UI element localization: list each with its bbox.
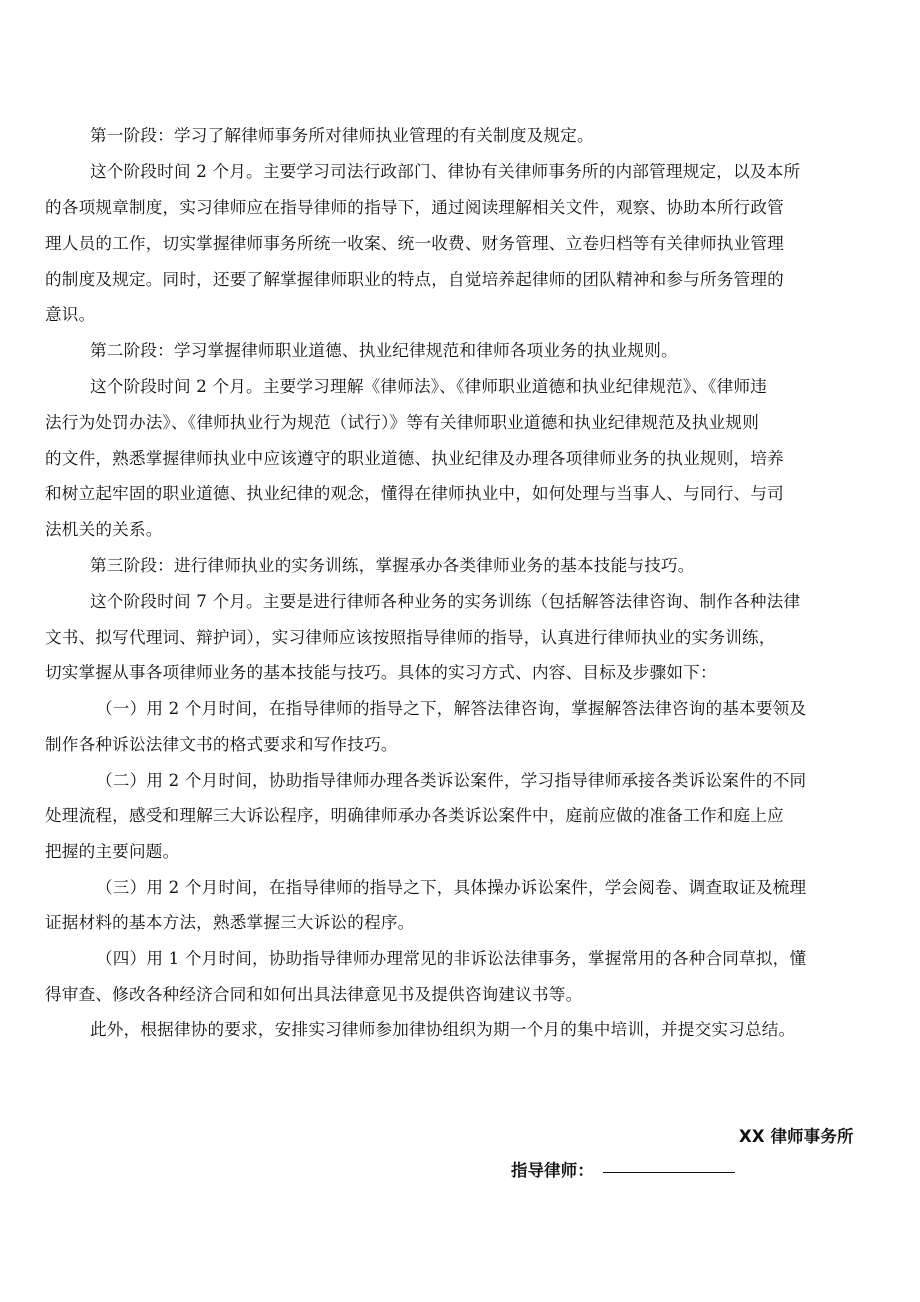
firm-name: XX 律师事务所 [739,1127,854,1146]
paragraph-line: 文书、拟写代理词、辩护词），实习律师应该按照指导律师的指导，认真进行律师执业的实务训练， [45,628,776,647]
paragraph-line: 证据材料的基本方法，熟悉掌握三大诉讼的程序。 [45,913,415,932]
paragraph-line: 得审查、修改各种经济合同和如何出具法律意见书及提供咨询建议书等。 [45,985,583,1004]
paragraph-line: 法行为处罚办法》、《律师执业行为规范（试行）》等有关律师职业道德和执业纪律规范及执业规则 [45,413,760,432]
paragraph-line: 的制度及规定。同时，还要了解掌握律师职业的特点，自觉培养起律师的团队精神和参与所务管理的 [45,270,784,289]
paragraph-line: 制作各种诉讼法律文书的格式要求和写作技巧。 [45,735,398,754]
paragraph-line: 切实掌握从事各项律师业务的基本技能与技巧。具体的实习方式、内容、目标及步骤如下： [45,663,717,682]
paragraph-line: （三）用 2 个月时间，在指导律师的指导之下，具体操办诉讼案件，学会阅卷、调查取证及梳理 [96,878,807,897]
paragraph-line: 的文件，熟悉掌握律师执业中应该遵守的职业道德、执业纪律及办理各项律师业务的执业规则，培养 [45,449,784,468]
paragraph-line: 此外，根据律协的要求，安排实习律师参加律协组织为期一个月的集中培训，并提交实习总结。 [90,1020,796,1039]
paragraph-line: 和树立起牢固的职业道德、执业纪律的观念，懂得在律师执业中，如何处理与当事人、与同行、与司 [45,484,784,503]
supervisor-label: 指导律师： [511,1161,594,1180]
paragraph-line: （二）用 2 个月时间，协助指导律师办理各类诉讼案件，学习指导律师承接各类诉讼案件的不同 [96,771,807,790]
paragraph-line: 把握的主要问题。 [45,842,180,861]
paragraph-line: 这个阶段时间 7 个月。主要是进行律师各种业务的实务训练（包括解答法律咨询、制作各种法律 [90,592,801,611]
paragraph-line: 这个阶段时间 2 个月。主要学习理解《律师法》、《律师职业道德和执业纪律规范》、《律师违 [90,377,768,396]
paragraph-line: 理人员的工作，切实掌握律师事务所统一收案、统一收费、财务管理、立卷归档等有关律师执业管理 [45,234,784,253]
paragraph-line: 处理流程，感受和理解三大诉讼程序，明确律师承办各类诉讼案件中，庭前应做的准备工作和庭上应 [45,806,784,825]
paragraph-line: （四）用 1 个月时间，协助指导律师办理常见的非诉讼法律事务，掌握常用的各种合同草拟，懂 [96,949,807,968]
signature-line[interactable] [603,1172,735,1173]
paragraph-line: 第二阶段：学习掌握律师职业道德、执业纪律规范和律师各项业务的执业规则。 [90,341,678,360]
paragraph-line: 法机关的关系。 [45,520,163,539]
paragraph-line: 意识。 [45,305,96,324]
paragraph-line: 的各项规章制度，实习律师应在指导律师的指导下，通过阅读理解相关文件，观察、协助本所行政管 [45,198,784,217]
paragraph-line: 第一阶段：学习了解律师事务所对律师执业管理的有关制度及规定。 [90,126,594,145]
paragraph-line: 第三阶段：进行律师执业的实务训练，掌握承办各类律师业务的基本技能与技巧。 [90,556,695,575]
paragraph-line: （一）用 2 个月时间，在指导律师的指导之下，解答法律咨询，掌握解答法律咨询的基本要领及 [96,699,807,718]
paragraph-line: 这个阶段时间 2 个月。主要学习司法行政部门、律协有关律师事务所的内部管理规定，以及本所 [90,162,801,181]
